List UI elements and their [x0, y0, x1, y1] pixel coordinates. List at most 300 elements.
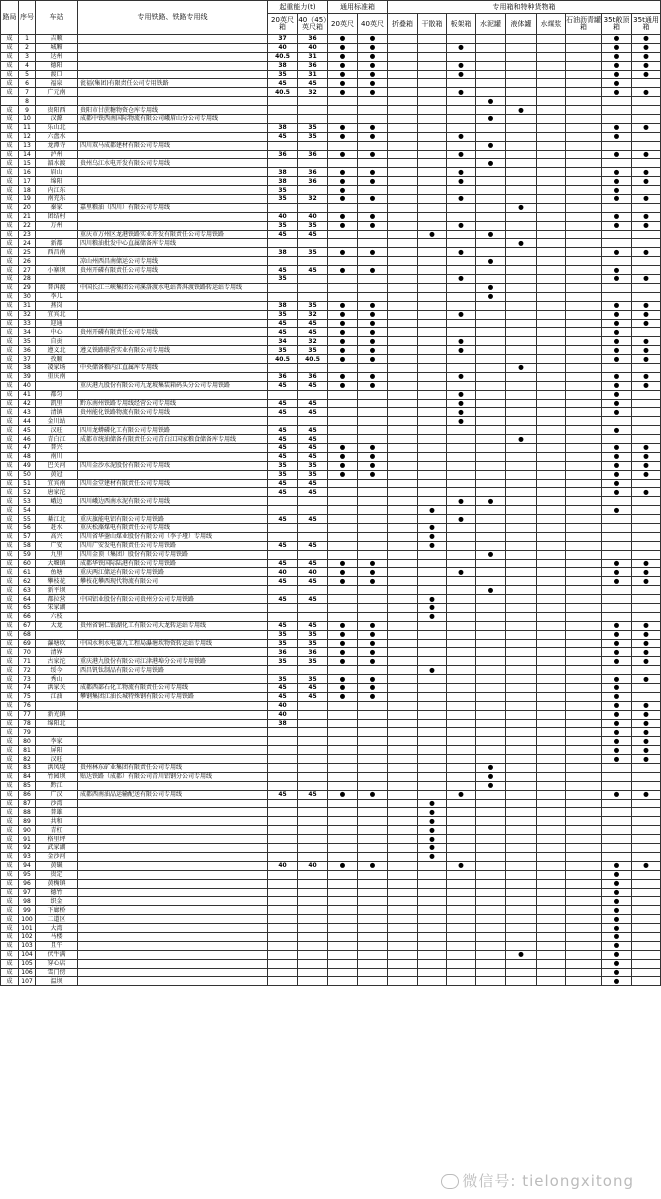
station-cell	[36, 97, 78, 106]
container-type-cell	[537, 604, 566, 613]
filled-dot-icon: ●	[632, 710, 661, 719]
bureau-cell: 成	[1, 443, 19, 452]
filled-dot-icon: ●	[358, 301, 388, 310]
container-type-cell	[388, 799, 418, 808]
container-type-cell	[537, 684, 566, 693]
container-type-cell	[328, 239, 358, 248]
container-type-cell	[358, 479, 388, 488]
line-name-cell: 成都西南油品运输配送有限公司专用线	[78, 790, 268, 799]
table-row	[1, 559, 661, 568]
container-type-cell	[566, 292, 602, 301]
container-type-cell	[566, 372, 602, 381]
bureau-cell: 成	[1, 897, 19, 906]
table-row	[1, 435, 661, 444]
filled-dot-icon: ●	[328, 123, 358, 132]
filled-dot-icon: ●	[358, 381, 388, 390]
container-type-cell	[537, 52, 566, 61]
container-type-cell	[566, 568, 602, 577]
filled-dot-icon: ●	[632, 461, 661, 470]
station-cell: 唐家沱	[36, 488, 78, 497]
table-row	[1, 363, 661, 372]
capacity-20ft-cell	[268, 203, 298, 212]
container-type-cell	[328, 941, 358, 950]
container-type-cell	[447, 781, 476, 790]
line-name-cell	[78, 604, 268, 613]
line-name-cell	[78, 826, 268, 835]
filled-dot-icon: ●	[328, 470, 358, 479]
container-type-cell	[537, 43, 566, 52]
container-type-cell	[476, 915, 506, 924]
table-row	[1, 897, 661, 906]
line-name-cell	[78, 97, 268, 106]
container-type-cell	[602, 523, 632, 532]
filled-dot-icon: ●	[358, 52, 388, 61]
filled-dot-icon: ●	[632, 559, 661, 568]
container-type-cell	[476, 826, 506, 835]
filled-dot-icon: ●	[632, 195, 661, 204]
station-cell: 黄冠	[36, 470, 78, 479]
capacity-40ft-cell: 45	[298, 479, 328, 488]
row-number-cell: 88	[19, 808, 36, 817]
container-type-cell	[447, 283, 476, 292]
container-type-cell	[418, 248, 447, 257]
capacity-40ft-cell: 45	[298, 692, 328, 701]
row-number-cell: 97	[19, 888, 36, 897]
container-type-cell	[418, 355, 447, 364]
container-type-cell	[537, 808, 566, 817]
container-type-cell	[447, 470, 476, 479]
row-number-cell: 36	[19, 346, 36, 355]
container-type-cell	[476, 950, 506, 959]
table-row	[1, 43, 661, 52]
capacity-20ft-cell: 45	[268, 488, 298, 497]
filled-dot-icon: ●	[418, 506, 447, 515]
bureau-cell: 成	[1, 861, 19, 870]
station-cell: 黔江	[36, 781, 78, 790]
container-type-cell	[566, 826, 602, 835]
container-type-cell	[566, 746, 602, 755]
filled-dot-icon: ●	[602, 701, 632, 710]
container-type-cell	[418, 906, 447, 915]
container-type-cell	[476, 35, 506, 44]
station-cell: 格里坪	[36, 835, 78, 844]
container-type-cell	[447, 488, 476, 497]
container-type-cell	[506, 772, 537, 781]
container-type-cell	[388, 604, 418, 613]
container-type-cell	[506, 266, 537, 275]
capacity-20ft-cell	[268, 728, 298, 737]
row-number-cell: 82	[19, 755, 36, 764]
capacity-20ft-cell	[268, 532, 298, 541]
container-type-cell	[566, 150, 602, 159]
table-row	[1, 879, 661, 888]
container-type-cell	[388, 266, 418, 275]
line-name-cell	[78, 248, 268, 257]
row-number-cell: 78	[19, 719, 36, 728]
row-number-cell: 57	[19, 532, 36, 541]
station-cell: 绥今	[36, 666, 78, 675]
container-type-cell	[632, 977, 661, 986]
bureau-cell: 成	[1, 79, 19, 88]
capacity-20ft-cell: 45	[268, 266, 298, 275]
bureau-cell: 成	[1, 728, 19, 737]
container-type-cell	[566, 337, 602, 346]
capacity-40ft-cell	[298, 612, 328, 621]
filled-dot-icon: ●	[358, 337, 388, 346]
container-type-cell	[506, 195, 537, 204]
container-type-cell	[476, 790, 506, 799]
filled-dot-icon: ●	[602, 968, 632, 977]
container-type-cell	[388, 257, 418, 266]
header-sp-35open: 35t敞顶箱	[602, 14, 632, 35]
container-type-cell	[537, 257, 566, 266]
station-cell: 小寨坝	[36, 266, 78, 275]
container-type-cell	[447, 443, 476, 452]
capacity-20ft-cell	[268, 781, 298, 790]
container-type-cell	[566, 844, 602, 853]
container-type-cell	[328, 772, 358, 781]
line-name-cell: 贵州林东矿业集团有限责任公司专用线	[78, 764, 268, 773]
table-row	[1, 159, 661, 168]
container-type-cell	[328, 746, 358, 755]
container-type-cell	[566, 630, 602, 639]
container-type-cell	[506, 159, 537, 168]
station-cell: 屏阳	[36, 746, 78, 755]
station-cell: 秀山	[36, 675, 78, 684]
capacity-40ft-cell	[298, 97, 328, 106]
bureau-cell: 成	[1, 772, 19, 781]
table-row	[1, 755, 661, 764]
container-type-cell	[418, 203, 447, 212]
container-type-cell	[447, 844, 476, 853]
row-number-cell: 3	[19, 52, 36, 61]
station-cell: 南充东	[36, 195, 78, 204]
station-cell: 乐山北	[36, 123, 78, 132]
container-type-cell	[418, 417, 447, 426]
bureau-cell: 成	[1, 719, 19, 728]
station-cell: 秦家	[36, 203, 78, 212]
container-type-cell	[447, 461, 476, 470]
row-number-cell: 6	[19, 79, 36, 88]
container-type-cell	[328, 835, 358, 844]
container-type-cell	[328, 399, 358, 408]
filled-dot-icon: ●	[602, 337, 632, 346]
capacity-40ft-cell	[298, 906, 328, 915]
capacity-40ft-cell: 45	[298, 408, 328, 417]
container-type-cell	[506, 230, 537, 239]
container-type-cell	[388, 861, 418, 870]
station-cell: 高兴	[36, 532, 78, 541]
row-number-cell: 61	[19, 568, 36, 577]
container-type-cell	[418, 550, 447, 559]
filled-dot-icon: ●	[602, 79, 632, 88]
container-type-cell	[566, 275, 602, 284]
filled-dot-icon: ●	[632, 212, 661, 221]
capacity-20ft-cell: 35	[268, 461, 298, 470]
filled-dot-icon: ●	[358, 43, 388, 52]
station-cell: 古家沱	[36, 657, 78, 666]
container-type-cell	[358, 435, 388, 444]
table-row	[1, 195, 661, 204]
container-type-cell	[476, 275, 506, 284]
bureau-cell: 成	[1, 88, 19, 97]
filled-dot-icon: ●	[447, 346, 476, 355]
container-type-cell	[388, 950, 418, 959]
container-type-cell	[602, 159, 632, 168]
container-type-cell	[506, 70, 537, 79]
filled-dot-icon: ●	[358, 568, 388, 577]
filled-dot-icon: ●	[602, 381, 632, 390]
container-type-cell	[388, 630, 418, 639]
container-type-cell	[418, 772, 447, 781]
bureau-cell: 成	[1, 275, 19, 284]
container-type-cell	[566, 959, 602, 968]
table-row	[1, 604, 661, 613]
container-type-cell	[388, 186, 418, 195]
filled-dot-icon: ●	[632, 221, 661, 230]
container-type-cell	[358, 826, 388, 835]
line-name-cell: 成都华铁国际陆港有限公司专用铁路	[78, 559, 268, 568]
bureau-cell: 成	[1, 550, 19, 559]
filled-dot-icon: ●	[328, 372, 358, 381]
filled-dot-icon: ●	[476, 115, 506, 124]
container-type-cell	[476, 959, 506, 968]
container-type-cell	[537, 586, 566, 595]
container-type-cell	[506, 799, 537, 808]
station-cell: 宋家湖	[36, 604, 78, 613]
container-type-cell	[418, 461, 447, 470]
row-number-cell: 77	[19, 710, 36, 719]
container-type-cell	[388, 381, 418, 390]
container-type-cell	[358, 941, 388, 950]
capacity-40ft-cell: 40.5	[298, 355, 328, 364]
container-type-cell	[506, 79, 537, 88]
container-type-cell	[476, 212, 506, 221]
container-type-cell	[506, 283, 537, 292]
line-name-cell	[78, 417, 268, 426]
container-type-cell	[418, 310, 447, 319]
row-number-cell: 9	[19, 106, 36, 115]
container-type-cell	[506, 604, 537, 613]
container-type-cell	[566, 97, 602, 106]
station-cell: 沙湾	[36, 799, 78, 808]
station-cell: 宜宾北	[36, 310, 78, 319]
filled-dot-icon: ●	[447, 88, 476, 97]
container-type-cell	[602, 106, 632, 115]
station-cell: 大堰镇	[36, 559, 78, 568]
header-sp-panel: 板架箱	[447, 14, 476, 35]
container-type-cell	[537, 497, 566, 506]
filled-dot-icon: ●	[632, 701, 661, 710]
capacity-40ft-cell: 40	[298, 212, 328, 221]
filled-dot-icon: ●	[632, 568, 661, 577]
filled-dot-icon: ●	[358, 443, 388, 452]
container-type-cell	[632, 523, 661, 532]
filled-dot-icon: ●	[328, 559, 358, 568]
filled-dot-icon: ●	[328, 319, 358, 328]
table-row	[1, 835, 661, 844]
container-type-cell	[418, 657, 447, 666]
row-number-cell: 52	[19, 488, 36, 497]
container-type-cell	[388, 852, 418, 861]
capacity-20ft-cell: 45	[268, 408, 298, 417]
filled-dot-icon: ●	[447, 177, 476, 186]
container-type-cell	[418, 381, 447, 390]
filled-dot-icon: ●	[632, 452, 661, 461]
container-type-cell	[476, 70, 506, 79]
container-type-cell	[602, 417, 632, 426]
filled-dot-icon: ●	[358, 168, 388, 177]
container-type-cell	[506, 630, 537, 639]
line-name-cell	[78, 275, 268, 284]
line-name-cell	[78, 968, 268, 977]
container-type-cell	[566, 248, 602, 257]
filled-dot-icon: ●	[632, 43, 661, 52]
container-type-cell	[447, 710, 476, 719]
container-type-cell	[537, 266, 566, 275]
container-type-cell	[418, 337, 447, 346]
container-type-cell	[358, 852, 388, 861]
container-type-cell	[358, 550, 388, 559]
filled-dot-icon: ●	[632, 648, 661, 657]
station-cell: 九里	[36, 550, 78, 559]
container-type-cell	[388, 230, 418, 239]
container-type-cell	[476, 799, 506, 808]
container-type-cell	[632, 879, 661, 888]
filled-dot-icon: ●	[328, 132, 358, 141]
container-type-cell	[388, 497, 418, 506]
capacity-20ft-cell: 45	[268, 435, 298, 444]
bureau-cell: 成	[1, 337, 19, 346]
capacity-20ft-cell	[268, 924, 298, 933]
bureau-cell: 成	[1, 515, 19, 524]
station-cell: 迎通	[36, 319, 78, 328]
filled-dot-icon: ●	[602, 870, 632, 879]
bureau-cell: 成	[1, 488, 19, 497]
row-number-cell: 40	[19, 381, 36, 390]
container-type-cell	[418, 177, 447, 186]
station-cell: 南川	[36, 452, 78, 461]
container-type-cell	[328, 604, 358, 613]
station-cell: 团结村	[36, 212, 78, 221]
container-type-cell	[358, 417, 388, 426]
container-type-cell	[506, 675, 537, 684]
filled-dot-icon: ●	[632, 301, 661, 310]
container-type-cell	[328, 915, 358, 924]
container-type-cell	[537, 710, 566, 719]
container-type-cell	[506, 337, 537, 346]
station-cell: 雪门傍	[36, 968, 78, 977]
station-cell: 绵阳北	[36, 719, 78, 728]
filled-dot-icon: ●	[632, 337, 661, 346]
container-type-cell	[447, 52, 476, 61]
container-type-cell	[506, 417, 537, 426]
capacity-40ft-cell: 35	[298, 346, 328, 355]
bureau-cell: 成	[1, 924, 19, 933]
line-name-cell	[78, 737, 268, 746]
row-number-cell: 76	[19, 701, 36, 710]
bureau-cell: 成	[1, 799, 19, 808]
row-number-cell: 86	[19, 790, 36, 799]
container-type-cell	[476, 443, 506, 452]
capacity-40ft-cell	[298, 950, 328, 959]
container-type-cell	[537, 719, 566, 728]
line-name-cell	[78, 123, 268, 132]
container-type-cell	[476, 381, 506, 390]
capacity-40ft-cell: 35	[298, 132, 328, 141]
row-number-cell: 25	[19, 248, 36, 257]
capacity-20ft-cell: 36	[268, 150, 298, 159]
container-type-cell	[476, 239, 506, 248]
station-cell: 穿心店	[36, 959, 78, 968]
bureau-cell: 成	[1, 817, 19, 826]
container-type-cell	[632, 586, 661, 595]
container-type-cell	[506, 248, 537, 257]
container-type-cell	[447, 666, 476, 675]
capacity-20ft-cell: 45	[268, 426, 298, 435]
station-cell	[36, 506, 78, 515]
container-type-cell	[388, 835, 418, 844]
container-type-cell	[537, 70, 566, 79]
row-number-cell: 48	[19, 452, 36, 461]
filled-dot-icon: ●	[447, 70, 476, 79]
container-type-cell	[388, 479, 418, 488]
filled-dot-icon: ●	[447, 195, 476, 204]
bureau-cell: 成	[1, 355, 19, 364]
container-type-cell	[328, 106, 358, 115]
filled-dot-icon: ●	[476, 764, 506, 773]
filled-dot-icon: ●	[358, 675, 388, 684]
bureau-cell: 成	[1, 888, 19, 897]
capacity-40ft-cell	[298, 852, 328, 861]
container-type-cell	[476, 657, 506, 666]
station-cell: 巴关河	[36, 461, 78, 470]
row-number-cell: 4	[19, 61, 36, 70]
container-type-cell	[418, 408, 447, 417]
container-type-cell	[388, 959, 418, 968]
filled-dot-icon: ●	[358, 79, 388, 88]
capacity-40ft-cell: 45	[298, 266, 328, 275]
container-type-cell	[447, 301, 476, 310]
container-type-cell	[632, 612, 661, 621]
capacity-20ft-cell	[268, 835, 298, 844]
capacity-40ft-cell: 45	[298, 230, 328, 239]
row-number-cell: 19	[19, 195, 36, 204]
filled-dot-icon: ●	[602, 728, 632, 737]
filled-dot-icon: ●	[447, 408, 476, 417]
line-name-cell	[78, 941, 268, 950]
filled-dot-icon: ●	[418, 844, 447, 853]
container-type-cell	[566, 506, 602, 515]
container-type-cell	[388, 43, 418, 52]
capacity-20ft-cell: 35	[268, 657, 298, 666]
filled-dot-icon: ●	[602, 266, 632, 275]
container-type-cell	[566, 186, 602, 195]
container-type-cell	[418, 88, 447, 97]
container-type-cell	[358, 363, 388, 372]
container-type-cell	[388, 737, 418, 746]
row-number-cell: 18	[19, 186, 36, 195]
container-type-cell	[506, 844, 537, 853]
container-type-cell	[476, 506, 506, 515]
bureau-cell: 成	[1, 577, 19, 586]
container-type-cell	[358, 239, 388, 248]
row-number-cell: 69	[19, 639, 36, 648]
container-type-cell	[632, 808, 661, 817]
container-type-cell	[447, 577, 476, 586]
station-cell: 都匀	[36, 390, 78, 399]
container-type-cell	[537, 950, 566, 959]
